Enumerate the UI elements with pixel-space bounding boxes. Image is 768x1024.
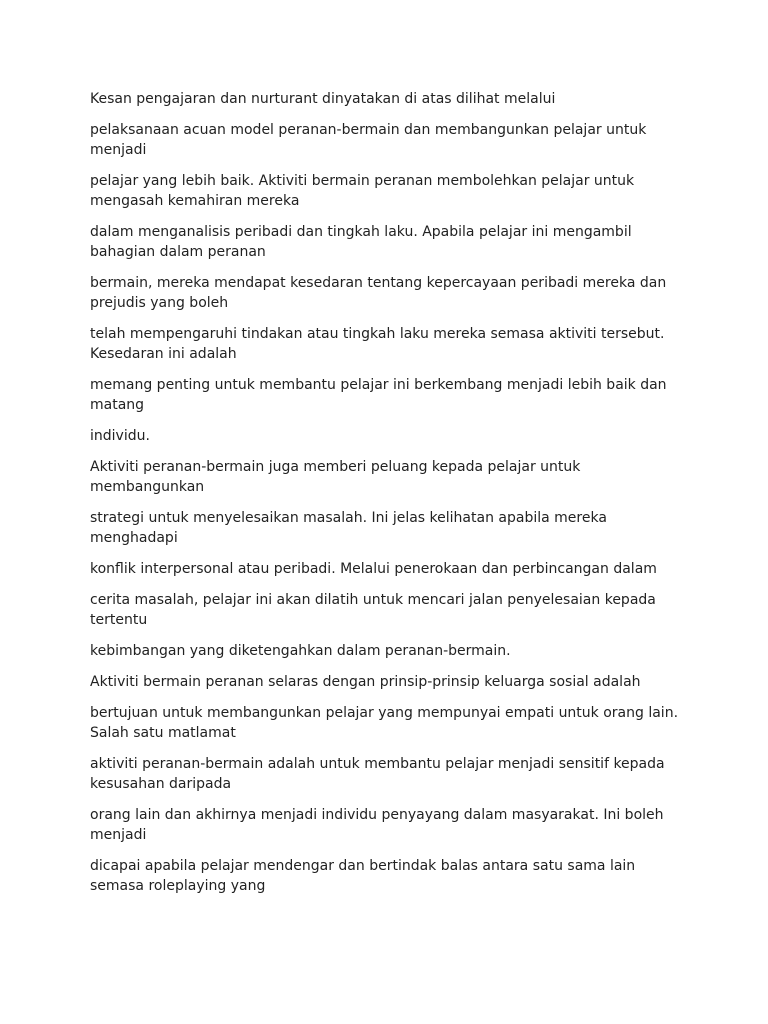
- paragraph: memang penting untuk membantu pelajar ini berkembang menjadi lebih baik dan matang: [90, 377, 667, 413]
- paragraph: kebimbangan yang diketengahkan dalam peranan-bermain.: [90, 643, 511, 659]
- paragraph: dalam menganalisis peribadi dan tingkah laku. Apabila pelajar ini mengambil bahagian dalam peranan: [90, 224, 632, 260]
- paragraph: dicapai apabila pelajar mendengar dan bertindak balas antara satu sama lain semasa roleplaying yang: [90, 858, 636, 894]
- paragraph: individu.: [90, 428, 150, 444]
- paragraph: Aktiviti bermain peranan selaras dengan prinsip-prinsip keluarga sosial adalah: [90, 674, 641, 690]
- paragraph: telah mempengaruhi tindakan atau tingkah laku mereka semasa aktiviti tersebut. Kesedaran ini adalah: [90, 326, 665, 362]
- paragraph: strategi untuk menyelesaikan masalah. Ini jelas kelihatan apabila mereka menghadapi: [90, 510, 607, 546]
- paragraph: orang lain dan akhirnya menjadi individu penyayang dalam masyarakat. Ini boleh menjadi: [90, 807, 664, 843]
- document-body: [90, 89, 680, 907]
- paragraph: aktiviti peranan-bermain adalah untuk membantu pelajar menjadi sensitif kepada kesusahan daripada: [90, 756, 665, 792]
- paragraph: konflik interpersonal atau peribadi. Melalui penerokaan dan perbincangan dalam: [90, 561, 657, 577]
- paragraph: pelaksanaan acuan model peranan-bermain dan membangunkan pelajar untuk menjadi: [90, 122, 647, 158]
- paragraph: bermain, mereka mendapat kesedaran tentang kepercayaan peribadi mereka dan prejudis yang boleh: [90, 275, 667, 311]
- paragraph: pelajar yang lebih baik. Aktiviti bermain peranan membolehkan pelajar untuk mengasah kemahiran mereka: [90, 173, 635, 209]
- paragraph: cerita masalah, pelajar ini akan dilatih untuk mencari jalan penyelesaian kepada tertentu: [90, 592, 656, 628]
- paragraph: Kesan pengajaran dan nurturant dinyatakan di atas dilihat melalui: [90, 91, 556, 107]
- paragraph: Aktiviti peranan-bermain juga memberi peluang kepada pelajar untuk membangunkan: [90, 459, 581, 495]
- paragraph: bertujuan untuk membangunkan pelajar yang mempunyai empati untuk orang lain. Salah satu matlamat: [90, 705, 679, 741]
